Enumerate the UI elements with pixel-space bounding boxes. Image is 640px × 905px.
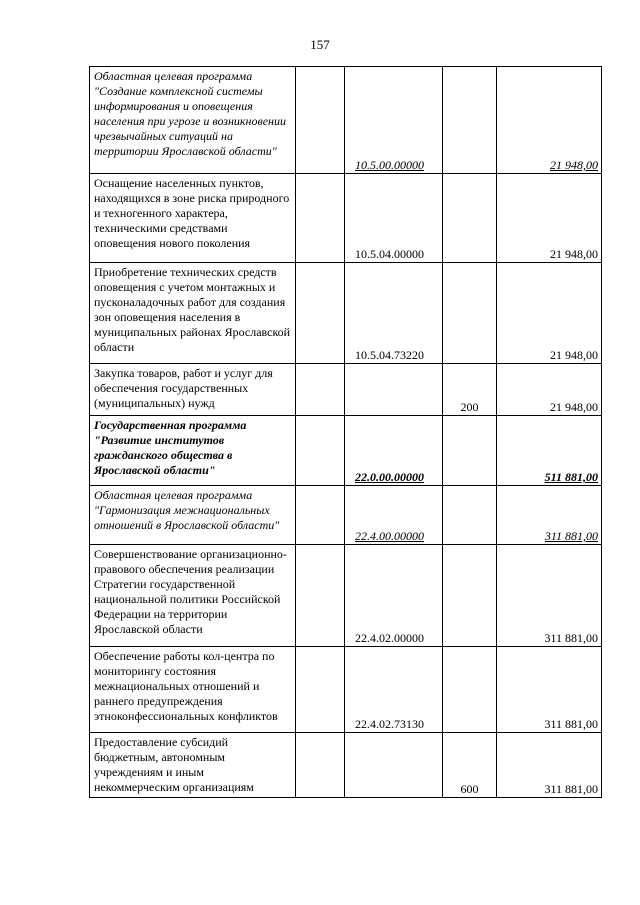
row-empty-cell	[296, 67, 345, 174]
table-row	[90, 545, 602, 647]
row-empty-cell	[296, 364, 345, 416]
row-amount: 21 948,00	[497, 174, 602, 263]
row-target-code: 10.5.04.00000	[345, 174, 443, 263]
row-target-code	[345, 733, 443, 798]
row-empty-cell	[296, 174, 345, 263]
table-row	[90, 416, 602, 486]
row-target-code: 22.0.00.00000	[345, 416, 443, 486]
row-amount: 311 881,00	[497, 733, 602, 798]
row-target-code: 22.4.00.00000	[345, 486, 443, 545]
row-empty-cell	[296, 486, 345, 545]
page-number: 157	[310, 37, 330, 52]
row-name: Закупка товаров, работ и услуг для обеспечения государственных (муниципальных) нужд	[90, 364, 296, 416]
table-row	[90, 733, 602, 798]
row-name: Обеспечение работы кол-центра по мониторингу состояния межнациональных отношений и раннего предупреждения этноконфессиональных конфликтов	[90, 647, 296, 733]
table-row	[90, 174, 602, 263]
row-empty-cell	[296, 263, 345, 364]
row-target-code: 22.4.02.00000	[345, 545, 443, 647]
table-row	[90, 67, 602, 174]
row-target-code: 10.5.00.00000	[345, 67, 443, 174]
budget-table	[89, 66, 602, 798]
table-row	[90, 486, 602, 545]
row-amount: 311 881,00	[497, 545, 602, 647]
table-row	[90, 263, 602, 364]
row-target-code: 10.5.04.73220	[345, 263, 443, 364]
row-expense-type	[443, 545, 497, 647]
row-name: Областная целевая программа "Создание комплексной системы информирования и оповещения населения при угрозе и возникновении чрезвычайных ситуаций на территории Ярославской области"	[90, 67, 296, 174]
row-name: Совершенствование организационно-правового обеспечения реализации Стратегии государственной национальной политики Российской Федерации на территории Ярославской области	[90, 545, 296, 647]
row-name: Областная целевая программа "Гармонизация межнациональных отношений в Ярославской области"	[90, 486, 296, 545]
row-expense-type: 200	[443, 364, 497, 416]
row-expense-type: 600	[443, 733, 497, 798]
row-amount: 21 948,00	[497, 364, 602, 416]
budget-table-body	[90, 67, 602, 798]
row-amount: 21 948,00	[497, 263, 602, 364]
row-amount: 511 881,00	[497, 416, 602, 486]
row-expense-type	[443, 174, 497, 263]
row-empty-cell	[296, 647, 345, 733]
row-empty-cell	[296, 733, 345, 798]
table-row	[90, 647, 602, 733]
row-empty-cell	[296, 416, 345, 486]
row-empty-cell	[296, 545, 345, 647]
row-expense-type	[443, 416, 497, 486]
row-name: Предоставление субсидий бюджетным, автономным учреждениям и иным некоммерческим организациям	[90, 733, 296, 798]
row-name: Оснащение населенных пунктов, находящихся в зоне риска природного и техногенного характера, техническими средствами оповещения нового поколения	[90, 174, 296, 263]
row-amount: 311 881,00	[497, 647, 602, 733]
row-name: Государственная программа "Развитие институтов гражданского общества в Ярославской области"	[90, 416, 296, 486]
row-amount: 311 881,00	[497, 486, 602, 545]
row-name: Приобретение технических средств оповещения с учетом монтажных и пусконаладочных работ для создания зон оповещения населения в муниципальных районах Ярославской области	[90, 263, 296, 364]
row-expense-type	[443, 647, 497, 733]
table-row	[90, 364, 602, 416]
row-amount: 21 948,00	[497, 67, 602, 174]
row-expense-type	[443, 263, 497, 364]
row-expense-type	[443, 67, 497, 174]
row-target-code	[345, 364, 443, 416]
row-expense-type	[443, 486, 497, 545]
row-target-code: 22.4.02.73130	[345, 647, 443, 733]
